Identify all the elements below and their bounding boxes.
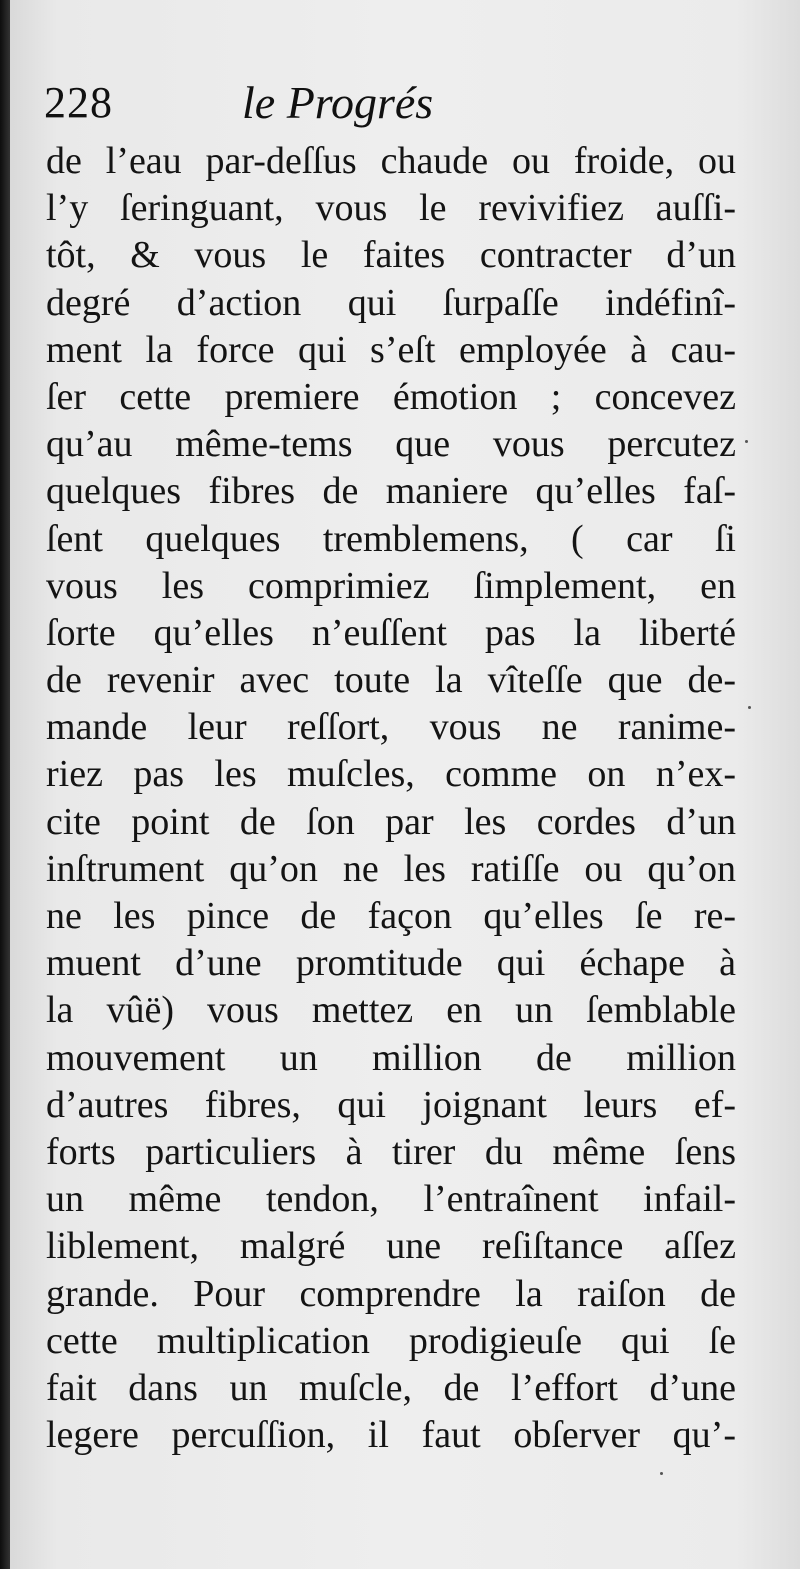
book-page bbox=[10, 0, 800, 1569]
text-line: inſtrument qu’on ne les ratiſſe ou qu’on bbox=[46, 847, 736, 890]
text-line: riez pas les muſcles, comme on n’ex- bbox=[46, 753, 736, 796]
paper-speck bbox=[745, 440, 748, 443]
page-header bbox=[36, 74, 776, 132]
text-line: de l’eau par-deſſus chaude ou froide, ou bbox=[46, 140, 736, 182]
text-line: vous les comprimiez ſimplement, en bbox=[46, 564, 736, 607]
text-line: un même tendon, l’entraînent infail- bbox=[46, 1178, 736, 1221]
text-line: grande. Pour comprendre la raiſon de bbox=[46, 1272, 736, 1315]
text-line: legere percuſſion, il faut obſerver qu’- bbox=[46, 1414, 736, 1457]
text-line: mouvement un million de million bbox=[46, 1036, 736, 1079]
text-line: degré d’action qui ſurpaſſe indéfinî- bbox=[46, 281, 736, 324]
text-line: liblement, malgré une reſiſtance aſſez bbox=[46, 1225, 736, 1268]
text-line: d’autres fibres, qui joignant leurs ef- bbox=[46, 1083, 736, 1126]
text-line: forts particuliers à tirer du même ſens bbox=[46, 1130, 736, 1173]
text-line: ſent quelques tremblemens, ( car ſi bbox=[46, 517, 736, 560]
text-line: ſer cette premiere émotion ; concevez bbox=[46, 375, 736, 418]
text-line: quelques fibres de maniere qu’elles faſ- bbox=[46, 470, 736, 513]
text-line: de revenir avec toute la vîteſſe que de- bbox=[46, 659, 736, 702]
text-line: fait dans un muſcle, de l’effort d’une bbox=[46, 1366, 736, 1409]
page-number: 228 bbox=[44, 78, 113, 127]
text-line: mande leur reſſort, vous ne ranime- bbox=[46, 706, 736, 749]
text-line: qu’au même-tems que vous percutez bbox=[46, 423, 736, 466]
text-line: ſorte qu’elles n’euſſent pas la liberté bbox=[46, 611, 736, 654]
running-title: le Progrés bbox=[242, 77, 434, 128]
text-line: ne les pince de façon qu’elles ſe re- bbox=[46, 895, 736, 937]
text-line: la vûë) vous mettez en un ſemblable bbox=[46, 989, 736, 1032]
text-line: muent d’une promtitude qui échape à bbox=[46, 942, 736, 985]
body-text bbox=[46, 138, 736, 1459]
text-line: tôt, & vous le faites contracter d’un bbox=[46, 234, 736, 277]
text-line: ment la force qui s’eſt employée à cau- bbox=[46, 328, 736, 371]
text-line: l’y ſeringuant, vous le revivifiez auſſi- bbox=[46, 187, 736, 230]
text-line: cette multiplication prodigieuſe qui ſe bbox=[46, 1319, 736, 1362]
paper-speck bbox=[748, 706, 751, 709]
paper-speck bbox=[660, 1472, 663, 1475]
text-line: cite point de ſon par les cordes d’un bbox=[46, 800, 736, 843]
